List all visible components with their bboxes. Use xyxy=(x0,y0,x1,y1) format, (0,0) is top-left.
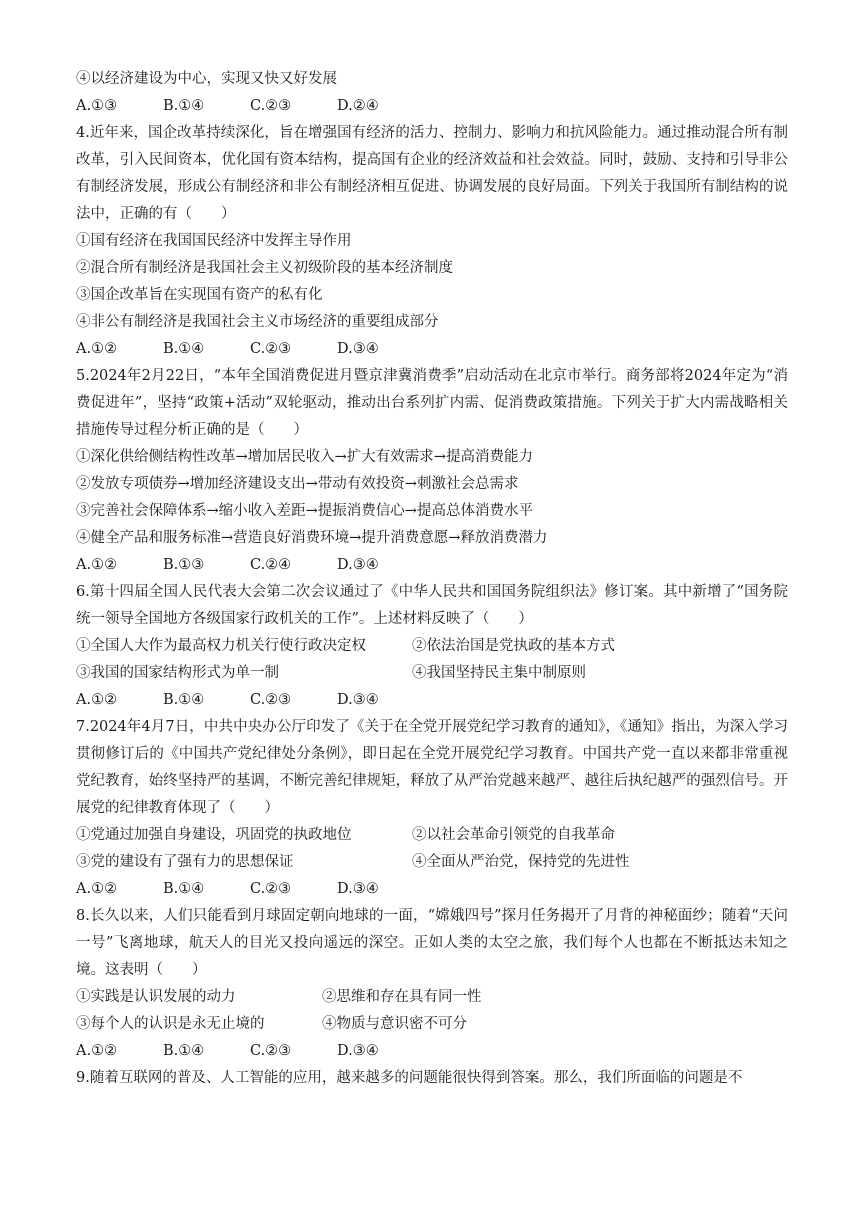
q8-stem: 8.长久以来，人们只能看到月球固定朝向地球的一面，“嫦娥四号”探月任务揭开了月背的神秘面纱；随着“天问一号”飞离地球，航天人的目光又投向遥远的深空。正如人类的太空之旅，我们每个人也都在不断抵达未知之境。这表明（ ） xyxy=(76,908,788,978)
q3-option-d[interactable]: D.②④ xyxy=(337,98,379,114)
q5-option-d[interactable]: D.③④ xyxy=(337,557,379,573)
q8-option-c[interactable]: C.②③ xyxy=(250,1043,292,1059)
q9-stem-start: 9.随着互联网的普及、人工智能的应用，越来越多的问题能很快得到答案。那么，我们所面临的问题是不 xyxy=(76,1070,743,1086)
q7-statements-row-2 xyxy=(76,849,788,876)
q6-option-b[interactable]: B.①④ xyxy=(163,692,205,708)
page-content xyxy=(76,66,788,1092)
q8-option-d[interactable]: D.③④ xyxy=(337,1043,379,1059)
q7-stem: 7.2024年4月7日，中共中央办公厅印发了《关于在全党开展党纪学习教育的通知》，《通知》指出，为深入学习贯彻修订后的《中国共产党纪律处分条例》，即日起在全党开展党纪学习教育。中国共产党一直以来都非常重视党纪教育，始终坚持严的基调，不断完善纪律规矩，释放了从严治党越来越严、越往后执纪越严的强烈信号。开展党的纪律教育体现了（ ） xyxy=(76,719,788,816)
q4-statement-3: ③国企改革旨在实现国有资产的私有化 xyxy=(76,287,323,303)
q5-statement-3: ③完善社会保障体系→缩小收入差距→提振消费信心→提高总体消费水平 xyxy=(76,503,533,519)
q3-option-c[interactable]: C.②③ xyxy=(250,98,292,114)
q8-statement-3: ③每个人的认识是永无止境的 xyxy=(76,1016,265,1032)
q6-statements-row-1 xyxy=(76,633,788,660)
q7-statement-2: ②以社会革命引领党的自我革命 xyxy=(412,827,615,843)
q8-options xyxy=(76,1038,788,1065)
q7-option-c[interactable]: C.②③ xyxy=(250,881,292,897)
q6-statements-row-2 xyxy=(76,660,788,687)
q5-option-c[interactable]: C.②④ xyxy=(250,557,292,573)
q5-options xyxy=(76,552,788,579)
q7-statement-1: ①党通过加强自身建设，巩固党的执政地位 xyxy=(76,827,352,843)
q8-statement-4: ④物质与意识密不可分 xyxy=(322,1016,467,1032)
q8-statements-row-2 xyxy=(76,1011,788,1038)
q7-statement-4: ④全面从严治党，保持党的先进性 xyxy=(412,854,630,870)
q4-stem: 4.近年来，国企改革持续深化，旨在增强国有经济的活力、控制力、影响力和抗风险能力。通过推动混合所有制改革，引入民间资本，优化国有资本结构，提高国有企业的经济效益和社会效益。同时，鼓励、支持和引导非公有制经济发展，形成公有制经济和非公有制经济相互促进、协调发展的良好局面。下列关于我国所有制结构的说法中，正确的有（ ） xyxy=(76,125,788,222)
q4-statement-1: ①国有经济在我国国民经济中发挥主导作用 xyxy=(76,233,352,249)
q5-statement-4: ④健全产品和服务标准→营造良好消费环境→提升消费意愿→释放消费潜力 xyxy=(76,530,548,546)
q4-option-d[interactable]: D.③④ xyxy=(337,341,379,357)
q5-stem: 5.2024年2月22日，“本年全国消费促进月暨京津冀消费季”启动活动在北京市举行。商务部将2024年定为“消费促进年”，坚持“政策+活动”双轮驱动，推动出台系列扩内需、促消费政策措施。下列关于扩大内需战略相关措施传导过程分析正确的是（ ） xyxy=(76,368,788,438)
q7-statements-row-1 xyxy=(76,822,788,849)
q6-stem: 6.第十四届全国人民代表大会第二次会议通过了《中华人民共和国国务院组织法》修订案。其中新增了“国务院统一领导全国地方各级国家行政机关的工作”。上述材料反映了（ ） xyxy=(76,584,788,627)
q8-statement-1: ①实践是认识发展的动力 xyxy=(76,989,236,1005)
q4-statement-4: ④非公有制经济是我国社会主义市场经济的重要组成部分 xyxy=(76,314,439,330)
q7-options xyxy=(76,876,788,903)
q6-statement-3: ③我国的国家结构形式为单一制 xyxy=(76,665,279,681)
q8-option-b[interactable]: B.①④ xyxy=(163,1043,205,1059)
q3-option-b[interactable]: B.①④ xyxy=(163,98,205,114)
q4-statement-2: ②混合所有制经济是我国社会主义初级阶段的基本经济制度 xyxy=(76,260,453,276)
q3-option-a[interactable]: A.①③ xyxy=(76,98,118,114)
q4-options xyxy=(76,336,788,363)
q3-options xyxy=(76,93,788,120)
q6-statement-1: ①全国人大作为最高权力机关行使行政决定权 xyxy=(76,638,366,654)
q6-options xyxy=(76,687,788,714)
q6-statement-2: ②依法治国是党执政的基本方式 xyxy=(412,638,615,654)
q6-option-a[interactable]: A.①② xyxy=(76,692,118,708)
q4-option-a[interactable]: A.①② xyxy=(76,341,118,357)
q8-statement-2: ②思维和存在具有同一性 xyxy=(322,989,482,1005)
q4-option-b[interactable]: B.①④ xyxy=(163,341,205,357)
q4-option-c[interactable]: C.②③ xyxy=(250,341,292,357)
q3-statement-4: ④以经济建设为中心，实现又快又好发展 xyxy=(76,71,337,87)
q5-option-a[interactable]: A.①② xyxy=(76,557,118,573)
q6-option-c[interactable]: C.②③ xyxy=(250,692,292,708)
q7-option-d[interactable]: D.③④ xyxy=(337,881,379,897)
q5-statement-1: ①深化供给侧结构性改革→增加居民收入→扩大有效需求→提高消费能力 xyxy=(76,449,533,465)
q7-statement-3: ③党的建设有了强有力的思想保证 xyxy=(76,854,294,870)
q7-option-b[interactable]: B.①④ xyxy=(163,881,205,897)
q8-statements-row-1 xyxy=(76,984,788,1011)
q8-option-a[interactable]: A.①② xyxy=(76,1043,118,1059)
q5-option-b[interactable]: B.①③ xyxy=(163,557,205,573)
q6-statement-4: ④我国坚持民主集中制原则 xyxy=(412,665,586,681)
q7-option-a[interactable]: A.①② xyxy=(76,881,118,897)
q6-option-d[interactable]: D.③④ xyxy=(337,692,379,708)
q5-statement-2: ②发放专项债券→增加经济建设支出→带动有效投资→刺激社会总需求 xyxy=(76,476,519,492)
